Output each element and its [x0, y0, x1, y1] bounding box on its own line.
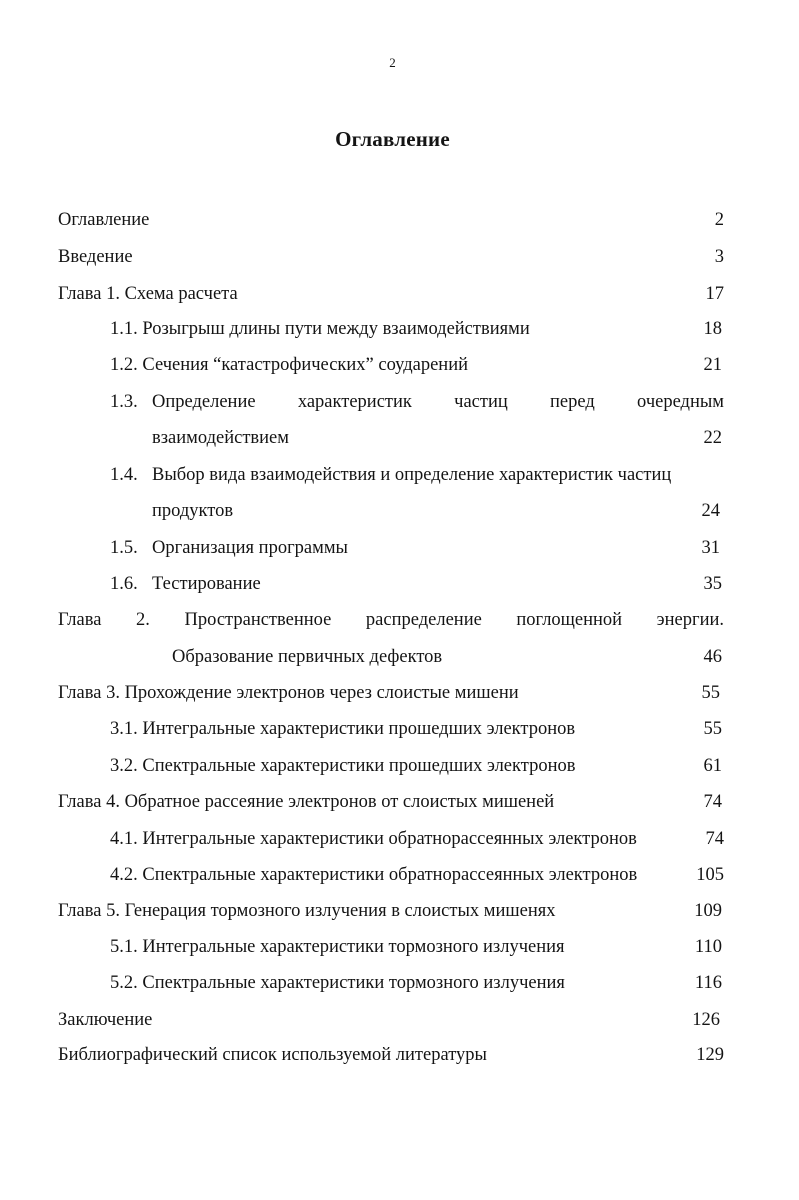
toc-entry-section-3-1	[110, 716, 722, 742]
toc-entry-text: 3.2. Спектральные характеристики прошедших электронов	[110, 756, 576, 776]
toc-entry-page: 110	[694, 937, 722, 957]
toc-entry-chapter-2-line-2	[172, 644, 722, 670]
toc-entry-page: 109	[694, 901, 722, 921]
toc-entry-section-5-1	[110, 934, 722, 960]
toc-entry-section-1-2	[110, 352, 722, 378]
toc-entry-section-5-2	[110, 970, 722, 996]
toc-entry-section-1-4-line-2	[152, 498, 720, 524]
toc-entry-conclusion	[58, 1007, 720, 1033]
toc-entry-text: Глава 1. Схема расчета	[58, 284, 238, 304]
toc-entry-text: Глава 5. Генерация тормозного излучения в слоистых мишенях	[58, 901, 556, 921]
toc-entry-number: 1.3.	[110, 392, 138, 412]
toc-entry-page: 55	[703, 719, 722, 739]
toc-entry-text: Определение характеристик частиц перед очередным	[152, 392, 724, 412]
toc-entry-section-1-5	[110, 535, 720, 561]
toc-entry-page: 3	[714, 247, 724, 267]
toc-entry-text: 4.1. Интегральные характеристики обратнорассеянных электронов	[110, 829, 637, 849]
toc-entry-section-1-3-line-1	[110, 389, 724, 415]
toc-entry-page: 74	[705, 829, 724, 849]
toc-entry-page: 31	[701, 538, 720, 558]
toc-entry-page: 129	[696, 1045, 724, 1065]
toc-entry-page: 116	[694, 973, 722, 993]
toc-entry-section-1-1	[110, 316, 722, 342]
toc-entry-text: Библиографический список используемой литературы	[58, 1045, 487, 1065]
toc-entry-text: 1.2. Сечения “катастрофических” соударений	[110, 355, 469, 375]
toc-entry-text: Образование первичных дефектов	[172, 647, 443, 667]
toc-entry-section-1-3-line-2	[152, 425, 722, 451]
toc-entry-chapter-5	[58, 898, 722, 924]
toc-entry-page: 35	[703, 574, 722, 594]
toc-entry-text: взаимодействием	[152, 428, 289, 448]
toc-entry-text: продуктов	[152, 501, 234, 521]
toc-entry-page: 21	[703, 355, 722, 375]
toc-entry-text: Тестирование	[152, 574, 261, 594]
toc-entry-chapter-1	[58, 281, 724, 307]
toc-entry-section-1-6	[110, 571, 722, 597]
toc-entry-number: 1.5.	[110, 538, 138, 558]
toc-entry-chapter-4	[58, 789, 722, 815]
toc-entry-page: 126	[692, 1010, 720, 1030]
toc-entry-page: 74	[703, 792, 722, 812]
toc-entry-section-4-2	[110, 862, 724, 888]
toc-entry-page: 17	[705, 284, 724, 304]
toc-entry-text: 5.1. Интегральные характеристики тормозного излучения	[110, 937, 565, 957]
toc-entry-section-1-4-line-1	[110, 462, 724, 488]
toc-entry-text: 3.1. Интегральные характеристики прошедших электронов	[110, 719, 576, 739]
toc-entry-number: 1.6.	[110, 574, 138, 594]
toc-entry-text: Введение	[58, 247, 133, 267]
toc-entry-page: 46	[703, 647, 722, 667]
toc-entry-text: Глава 4. Обратное рассеяние электронов от слоистых мишеней	[58, 792, 555, 812]
toc-entry-chapter-3	[58, 680, 720, 706]
toc-entry-page: 61	[703, 756, 722, 776]
toc-entry-text: Глава 3. Прохождение электронов через слоистые мишени	[58, 683, 519, 703]
toc-entry-chapter-2-line-1	[58, 607, 724, 633]
toc-entry-text: Оглавление	[58, 210, 150, 230]
page-title: Оглавление	[335, 127, 450, 151]
page-number: 2	[389, 55, 396, 70]
toc-entry-intro	[58, 244, 724, 270]
toc-entry-text: Организация программы	[152, 538, 348, 558]
toc-entry-contents	[58, 207, 724, 233]
toc-entry-text: Выбор вида взаимодействия и определение характеристик частиц	[152, 465, 672, 485]
toc-entry-number: 1.4.	[110, 465, 138, 485]
toc-entry-page: 18	[703, 319, 722, 339]
toc-entry-text: Глава 2. Пространственное распределение поглощенной энергии.	[58, 610, 724, 630]
toc-entry-section-3-2	[110, 753, 722, 779]
toc-entry-page: 2	[714, 210, 724, 230]
toc-entry-section-4-1	[110, 826, 724, 852]
toc-entry-page: 105	[696, 865, 724, 885]
toc-entry-bibliography	[58, 1042, 724, 1068]
toc-entry-text: 1.1. Розыгрыш длины пути между взаимодействиями	[110, 319, 530, 339]
toc-entry-page: 22	[703, 428, 722, 448]
toc-entry-text: Заключение	[58, 1010, 153, 1030]
toc-entry-page: 24	[701, 501, 720, 521]
toc-entry-text: 4.2. Спектральные характеристики обратнорассеянных электронов	[110, 865, 638, 885]
toc-entry-page: 55	[701, 683, 720, 703]
toc-entry-text: 5.2. Спектральные характеристики тормозного излучения	[110, 973, 565, 993]
